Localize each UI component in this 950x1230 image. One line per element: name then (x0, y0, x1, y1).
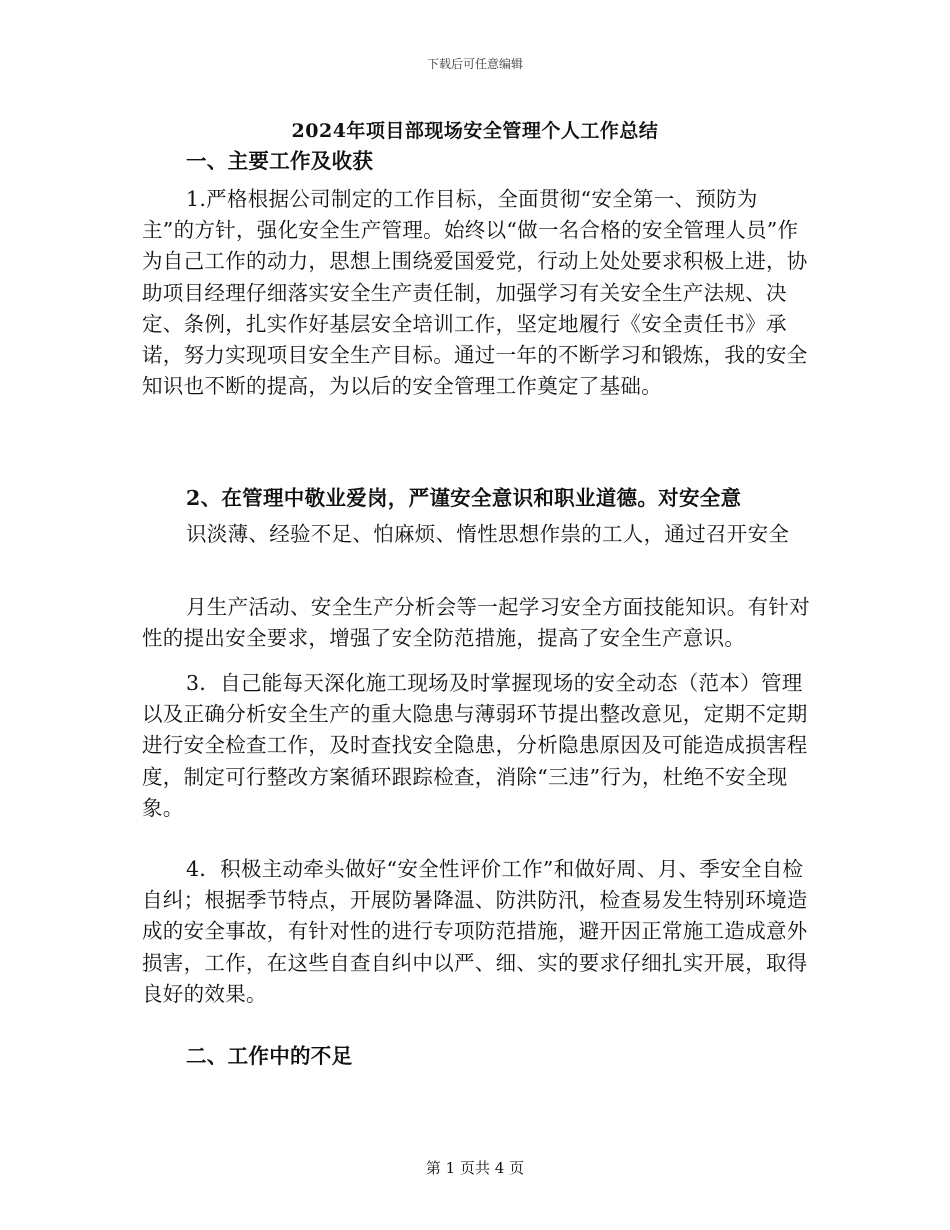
paragraph-4: 4．积极主动牵头做好“安全性评价工作”和做好周、月、季安全自检自纠；根据季节特点，开展防暑降温、防洪防汛，检查易发生特别环境造成的安全事故，有针对性的进行专项防范措施，避开因正常施工造成意外损害，工作，在这些自查自纠中以严、细、实的要求仔细扎实开展，取得良好的效果。 (142, 857, 808, 1006)
paragraph-3: 3．自己能每天深化施工现场及时掌握现场的安全动态（范本）管理以及正确分析安全生产的重大隐患与薄弱环节提出整改意见，定期不定期进行安全检查工作，及时查找安全隐患，分析隐患原因及可能造成损害程度，制定可行整改方案循环跟踪检查，消除“三违”行为，杜绝不安全现象。 (142, 671, 808, 820)
paragraph-2-body: 月生产活动、安全生产分析会等一起学习安全方面技能知识。有针对性的提出安全要求，增强了安全防范措施，提高了安全生产意识。 (142, 595, 810, 651)
header-note: 下载后可任意编辑 (426, 57, 523, 71)
paragraph-1: 1.严格根据公司制定的工作目标，全面贯彻“安全第一、预防为主”的方针，强化安全生产管理。始终以“做一名合格的安全管理人员”作为自己工作的动力，思想上围绕爱国爱党，行动上处处要求积极上进，协助项目经理仔细落实安全生产责任制，加强学习有关安全生产法规、决定、条例，扎实作好基层安全培训工作，坚定地履行《安全责任书》承诺，努力实现项目安全生产目标。通过一年的不断学习和锻炼，我的安全知识也不断的提高，为以后的安全管理工作奠定了基础。 (142, 187, 808, 399)
document-title: 2024年项目部现场安全管理个人工作总结 (291, 120, 659, 142)
paragraph-2-continuation: 识淡薄、经验不足、怕麻烦、惰性思想作祟的工人，通过召开安全 (186, 522, 790, 546)
page-footer: 第 1 页共 4 页 (425, 1159, 525, 1177)
paragraph-2-heading: 2、在管理中敬业爱岗，严谨安全意识和职业道德。对安全意 (186, 486, 742, 510)
section-heading-shortcomings: 二、工作中的不足 (186, 1044, 353, 1068)
section-heading-main-work: 一、主要工作及收获 (186, 149, 374, 173)
